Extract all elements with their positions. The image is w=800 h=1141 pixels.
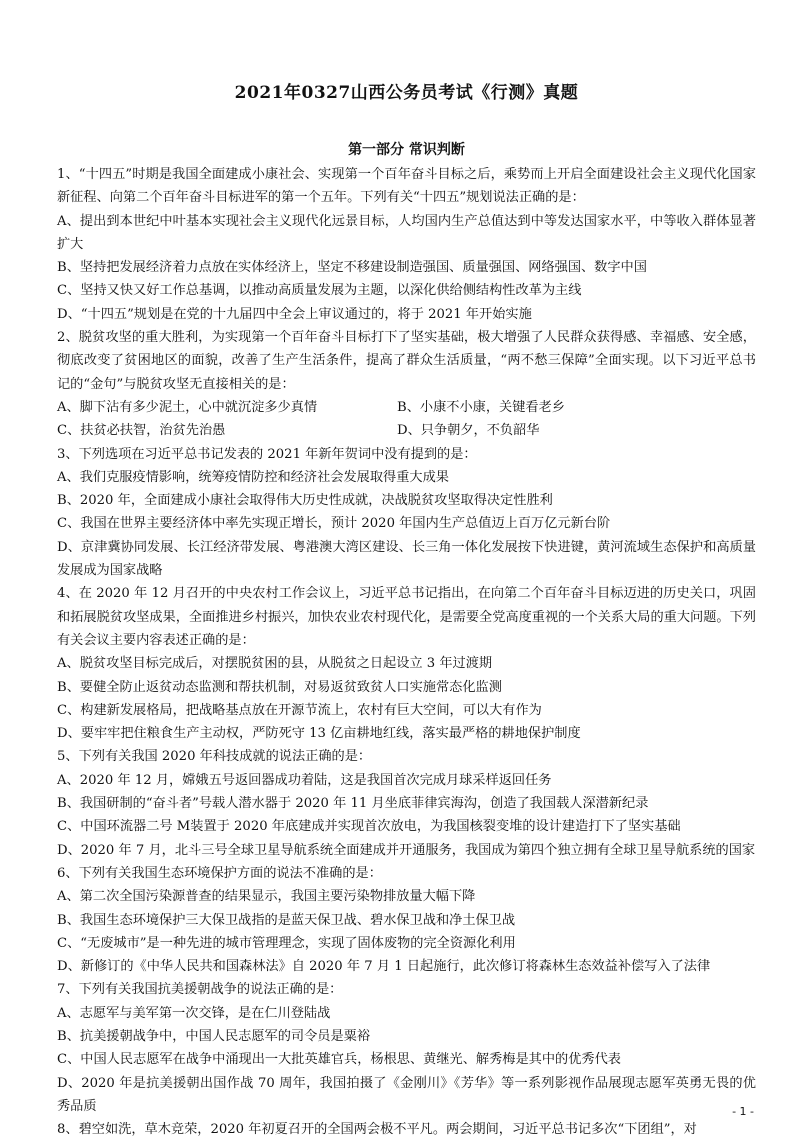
question-stem: 6、下列有关我国生态环境保护方面的说法不准确的是： — [57, 865, 382, 881]
option-d: D、“十四五”规划是在党的十九届四中全会上审议通过的，将于 2021 年开始实施 — [57, 306, 532, 322]
option-d: D、2020 年是抗美援朝出国作战 70 周年，我国拍摄了《金刚川》《芳华》等一系列影视作品展现志愿军英勇无畏的优秀品质 — [57, 1075, 756, 1114]
option-c: C、中国人民志愿军在战争中涌现出一大批英雄官兵，杨根思、黄继光、解秀梅是其中的优秀代表 — [57, 1052, 621, 1068]
question-5 — [57, 745, 756, 861]
question-1 — [57, 163, 756, 326]
option-b: B、2020 年，全面建成小康社会取得伟大历史性成就，决战脱贫攻坚取得决定性胜利 — [57, 493, 553, 509]
option-d: D、2020 年 7 月，北斗三号全球卫星导航系统全面建成并开通服务，我国成为第四个独立拥有全球卫星导航系统的国家 — [57, 842, 756, 858]
option-row — [57, 396, 756, 419]
section-title: 第一部分 常识判断 — [348, 142, 465, 158]
option-b: B、小康不小康，关键看老乡 — [397, 399, 565, 415]
option-b: B、坚持把发展经济着力点放在实体经济上，坚定不移建设制造强国、质量强国、网络强国、数字中国 — [57, 260, 647, 276]
option-a: A、2020 年 12 月，嫦娥五号返回器成功着陆，这是我国首次完成月球采样返回任务 — [57, 772, 552, 788]
question-3 — [57, 443, 756, 583]
option-a: A、脚下沾有多少泥土，心中就沉淀多少真情 — [57, 399, 318, 415]
page-number: - 1 - — [732, 1105, 754, 1118]
option-c: C、中国环流器二号 M装置于 2020 年底建成并实现首次放电，为我国核裂变堆的设计建造打下了坚实基础 — [57, 819, 681, 835]
question-stem: 8、碧空如洗，草木竞荣，2020 年初夏召开的全国两会极不平凡。两会期间，习近平总书记多次“下团组”，对 — [57, 1122, 697, 1138]
question-4 — [57, 582, 756, 745]
question-7 — [57, 978, 756, 1118]
option-d: D、新修订的《中华人民共和国森林法》自 2020 年 7 月 1 日起施行，此次修订将森林生态效益补偿写入了法律 — [57, 959, 711, 975]
question-list — [57, 163, 756, 1141]
question-stem: 4、在 2020 年 12 月召开的中央农村工作会议上，习近平总书记指出，在向第二个百年奋斗目标迈进的历史关口，巩固和拓展脱贫攻坚成果，全面推进乡村振兴，加快农业农村现代化，是需要全党高度重视的一个关系大局的重大问题。下列有关会议主要内容表述正确的是： — [57, 586, 756, 648]
option-b: B、抗美援朝战争中，中国人民志愿军的司令员是粟裕 — [57, 1028, 371, 1044]
question-2 — [57, 326, 756, 442]
question-stem: 7、下列有关我国抗美援朝战争的说法正确的是： — [57, 982, 343, 998]
question-stem: 3、下列选项在习近平总书记发表的 2021 年新年贺词中没有提到的是： — [57, 446, 477, 462]
option-d: D、京津冀协同发展、长江经济带发展、粤港澳大湾区建设、长三角一体化发展按下快进键，黄河流域生态保护和高质量发展成为国家战略 — [57, 539, 756, 579]
option-b: B、要健全防止返贫动态监测和帮扶机制，对易返贫致贫人口实施常态化监测 — [57, 679, 502, 695]
option-row — [57, 419, 756, 442]
option-d: D、只争朝夕，不负韶华 — [397, 423, 540, 439]
option-c: C、坚持又快又好工作总基调，以推动高质量发展为主题，以深化供给侧结构性改革为主线 — [57, 283, 582, 299]
option-b: B、我国生态环境保护三大保卫战指的是蓝天保卫战、碧水保卫战和净土保卫战 — [57, 912, 516, 928]
question-6 — [57, 862, 756, 978]
option-c: C、扶贫必扶智，治贫先治愚 — [57, 423, 226, 439]
option-a: A、脱贫攻坚目标完成后，对摆脱贫困的县，从脱贫之日起设立 3 年过渡期 — [57, 656, 493, 672]
document-title: 2021年0327山西公务员考试《行测》真题 — [234, 83, 579, 103]
question-stem: 2、脱贫攻坚的重大胜利，为实现第一个百年奋斗目标打下了坚实基础，极大增强了人民群众获得感、幸福感、安全感，彻底改变了贫困地区的面貌，改善了生产生活条件，提高了群众生活质量，“两不愁三保障”全面实现。以下习近平总书记的“金句”与脱贫攻坚无直接相关的是： — [57, 330, 756, 392]
question-8 — [57, 1118, 756, 1141]
question-stem: 5、下列有关我国 2020 年科技成就的说法正确的是： — [57, 749, 372, 765]
option-c: C、构建新发展格局，把战略基点放在开源节流上，农村有巨大空间，可以大有作为 — [57, 702, 542, 718]
question-stem: 1、“十四五”时期是我国全面建成小康社会、实现第一个百年奋斗目标之后，乘势而上开启全面建设社会主义现代化国家新征程、向第二个百年奋斗目标进军的第一个五年。下列有关“十四五”规划说法正确的是： — [57, 167, 756, 206]
option-a: A、第二次全国污染源普查的结果显示，我国主要污染物排放量大幅下降 — [57, 889, 476, 905]
option-a: A、我们克服疫情影响，统筹疫情防控和经济社会发展取得重大成果 — [57, 469, 449, 485]
option-c: C、我国在世界主要经济体中率先实现正增长，预计 2020 年国内生产总值迈上百万亿元新台阶 — [57, 516, 611, 532]
option-c: C、“无废城市”是一种先进的城市管理理念，实现了固体废物的完全资源化利用 — [57, 935, 516, 951]
option-b: B、我国研制的“奋斗者”号载人潜水器于 2020 年 11 月坐底菲律宾海沟，创造了我国载人深潜新纪录 — [57, 796, 649, 812]
option-a: A、提出到本世纪中叶基本实现社会主义现代化远景目标，人均国内生产总值达到中等发达国家水平，中等收入群体显著扩大 — [57, 213, 756, 252]
option-d: D、要牢牢把住粮食生产主动权，严防死守 13 亿亩耕地红线，落实最严格的耕地保护制度 — [57, 726, 581, 742]
option-a: A、志愿军与美军第一次交锋，是在仁川登陆战 — [57, 1005, 331, 1021]
